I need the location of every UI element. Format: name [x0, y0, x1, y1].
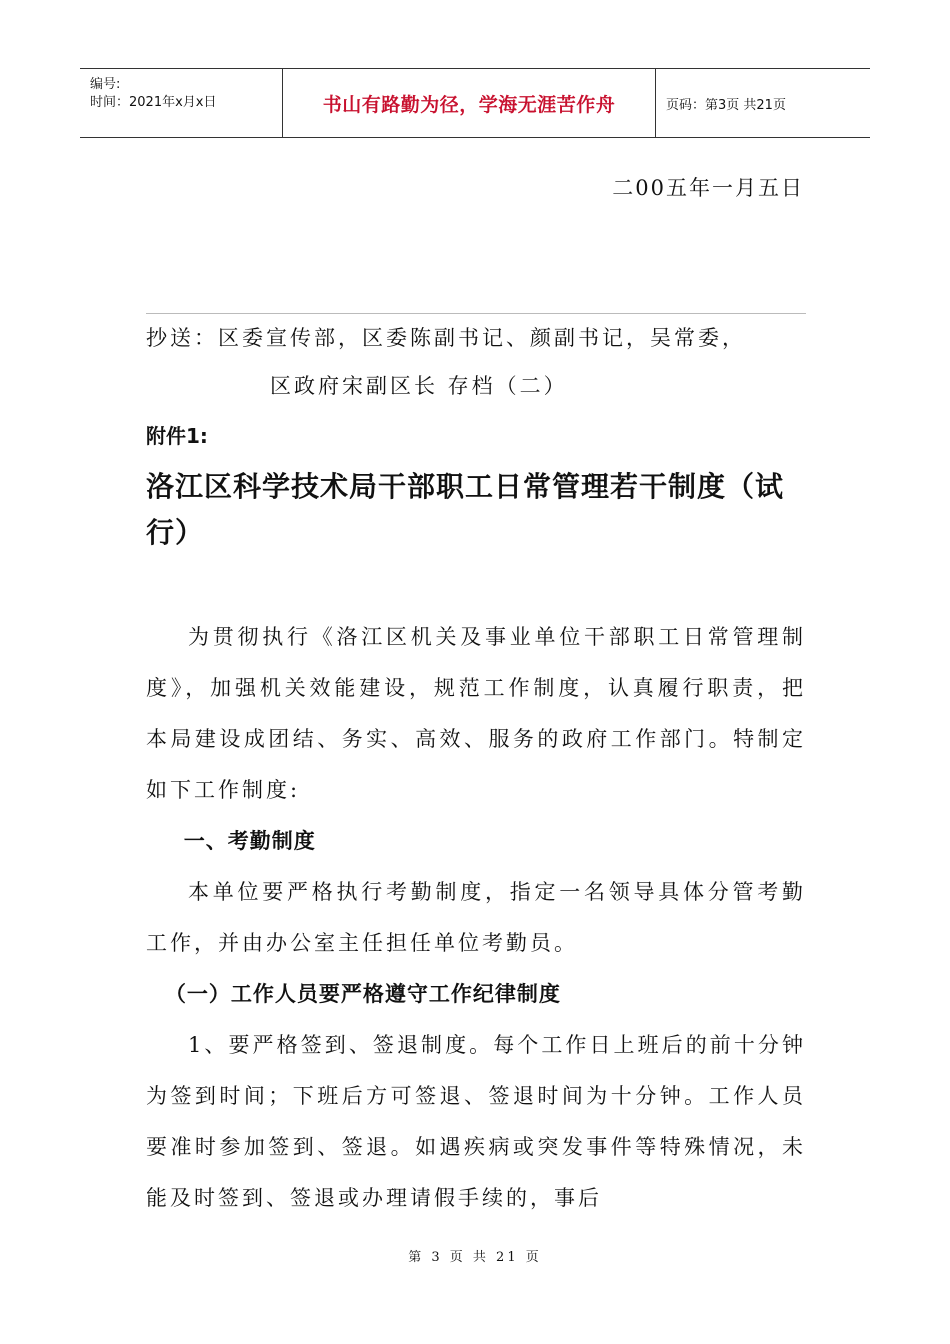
cc-divider — [146, 313, 806, 314]
document-title: 洛江区科学技术局干部职工日常管理若干制度（试行） — [146, 470, 785, 549]
section-heading-attendance: 一、考勤制度 — [183, 829, 316, 853]
page-footer: 第 3 页 共 21 页 — [408, 1250, 542, 1265]
intro-paragraph: 为贯彻执行《洛江区机关及事业单位干部职工日常管理制度》，加强机关效能建设，规范工作制度，认真履行职责，把本局建设成团结、务实、高效、服务的政府工作部门。特制定如下工作制度: — [146, 625, 806, 802]
document-body — [146, 612, 806, 1224]
header-page-cell — [656, 69, 870, 137]
attachment-label: 附件1: — [146, 424, 208, 448]
page-header — [80, 68, 870, 138]
header-meta-cell — [80, 69, 282, 137]
header-page-info: 页码：第3页 共21页 — [666, 97, 786, 113]
cc-recipients-line1: 抄送：区委宣传部，区委陈副书记、颜副书记，吴常委， — [146, 326, 746, 350]
issue-date: 二00五年一月五日 — [612, 176, 804, 200]
header-motto-cell — [282, 69, 656, 137]
subsection-heading-discipline: （一）工作人员要严格遵守工作纪律制度 — [164, 982, 561, 1006]
list-item-signin: 1、要严格签到、签退制度。每个工作日上班后的前十分钟为签到时间；下班后方可签退、签退时间为十分钟。工作人员要准时参加签到、签退。如遇疾病或突发事件等特殊情况，未能及时签到、签退或办理请假手续的，事后 — [146, 1033, 806, 1210]
cc-recipients-line2: 区政府宋副区长 存档（二） — [270, 374, 568, 398]
header-motto: 书山有路勤为径，学海无涯苦作舟 — [322, 93, 616, 116]
document-number-label: 编号: — [90, 77, 121, 92]
document-time-label: 时间：2021年x月x日 — [90, 95, 217, 110]
section-paragraph-attendance: 本单位要严格执行考勤制度，指定一名领导具体分管考勤工作，并由办公室主任担任单位考勤员。 — [146, 880, 806, 955]
